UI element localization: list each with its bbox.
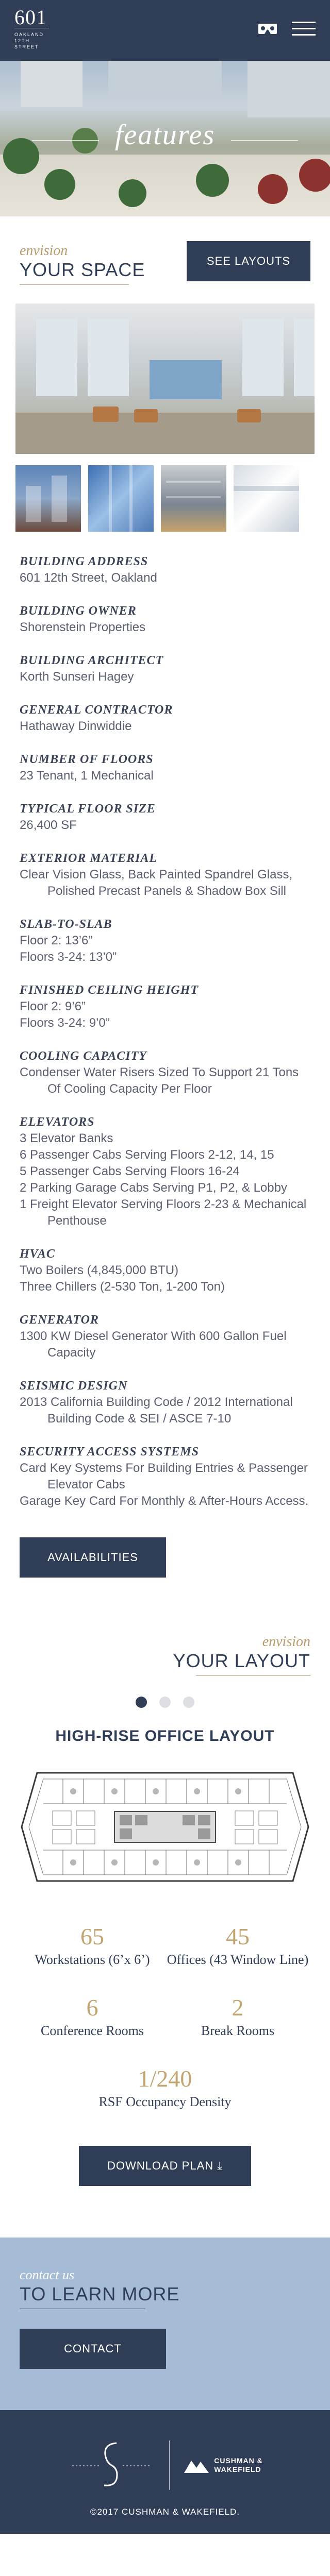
spec-label: GENERATOR: [20, 1313, 99, 1327]
spec-value: [20, 867, 310, 900]
thumb-detail: [52, 476, 67, 522]
hero-building: [108, 61, 222, 97]
gallery-thumbnail[interactable]: [15, 465, 81, 532]
spec-value-line: 2013 California Building Code / 2012 International Building Code & SEI / ASCE 7-10: [20, 1395, 293, 1426]
envision-space-section: [0, 216, 330, 532]
spec-label: SEISMIC DESIGN: [20, 1379, 128, 1393]
layout-stat: [165, 1994, 310, 2039]
spec-value: [20, 669, 310, 685]
spec-value: [20, 619, 310, 636]
cushman-wakefield-logo[interactable]: [184, 2455, 263, 2475]
spec-block: [20, 1247, 310, 1295]
spec-value-line: 601 12th Street, Oakland: [20, 571, 157, 585]
spec-block: [20, 752, 310, 784]
availabilities-button[interactable]: AVAILABILITIES: [20, 1537, 166, 1578]
spec-label: COOLING CAPACITY: [20, 1049, 147, 1063]
spec-value-line: Two Boilers (4,845,000 BTU): [20, 1263, 179, 1277]
stat-label: Offices (43 Window Line): [167, 1952, 309, 1967]
gallery-thumbnail[interactable]: [161, 465, 226, 532]
spec-block: [20, 703, 310, 735]
layout-stat: [165, 1923, 310, 1968]
hero-building: [248, 61, 330, 117]
heading-underline: [20, 284, 129, 285]
cw-wordmark: CUSHMAN & WAKEFIELD: [214, 2456, 263, 2473]
hero-tree: [196, 164, 229, 197]
spec-value: [20, 817, 310, 834]
header-icons: [258, 22, 316, 36]
floorplan-title: HIGH-RISE OFFICE LAYOUT: [55, 1727, 275, 1744]
shorenstein-logo-icon[interactable]: [67, 2439, 155, 2491]
layout-stat: [20, 1994, 165, 2039]
hero-building: [21, 61, 82, 107]
spec-block: [20, 851, 310, 900]
photo-window: [36, 319, 77, 396]
hero-tree: [44, 169, 75, 200]
spec-value-line: Floor 2: 13’6”: [20, 934, 93, 947]
spec-value-line: Three Chillers (2-530 Ton, 1-200 Ton): [20, 1280, 225, 1294]
stat-value: 2: [232, 1994, 244, 2021]
carousel-dot[interactable]: [159, 1697, 171, 1708]
thumb-detail: [234, 486, 299, 491]
spec-value-line: 23 Tenant, 1 Mechanical: [20, 769, 154, 783]
spec-block: [20, 1445, 310, 1510]
spec-value-line: Floors 3-24: 13’0”: [20, 950, 117, 964]
thumb-detail: [129, 465, 133, 532]
hero-tree: [258, 174, 288, 204]
spec-label: NUMBER OF FLOORS: [20, 753, 154, 766]
download-wrap: [0, 2146, 330, 2238]
spec-value-line: Floors 3-24: 9’0”: [20, 1016, 110, 1030]
footer-logos: [0, 2439, 330, 2491]
thumb-detail: [109, 465, 112, 532]
photo-window: [294, 319, 315, 396]
photo-window: [88, 319, 129, 396]
spec-value: [20, 1394, 310, 1427]
spec-value-line: Garage Key Card For Monthly & After-Hours Access.: [20, 1494, 309, 1508]
stat-label: RSF Occupancy Density: [98, 2094, 232, 2109]
site-header: [0, 0, 330, 61]
spec-value-line: Clear Vision Glass, Back Painted Spandrel Glass, Polished Precast Panels & Shadow Box Sill: [20, 868, 293, 898]
layout-stats: [0, 1923, 330, 2110]
stat-value: 45: [226, 1923, 250, 1950]
spec-value-line: 2 Parking Garage Cabs Serving P1, P2, & Lobby: [20, 1181, 287, 1195]
hero-title: features: [114, 119, 216, 151]
layout-section: [0, 1578, 330, 2238]
contact-eyebrow: contact us: [20, 2267, 75, 2282]
hamburger-menu-icon[interactable]: [292, 22, 316, 36]
carousel-dot[interactable]: [183, 1697, 194, 1708]
spec-value-line: 3 Elevator Banks: [20, 1131, 113, 1145]
spec-value: [20, 570, 310, 586]
spec-block: [20, 802, 310, 834]
spec-value: [20, 1262, 310, 1295]
gallery-thumbnail[interactable]: [234, 465, 299, 532]
photo-window: [242, 319, 284, 396]
copyright-text: ©2017 CUSHMAN & WAKEFIELD.: [90, 2507, 240, 2517]
main-gallery-photo[interactable]: [15, 303, 315, 454]
spec-block: [20, 983, 310, 1031]
spec-block: [20, 653, 310, 685]
spec-value-line: 1 Freight Elevator Serving Floors 2-23 & Mechanical Penthouse: [20, 1197, 307, 1228]
spec-value-line: 1300 KW Diesel Generator With 600 Gallon Fuel Capacity: [20, 1329, 287, 1360]
spec-label: GENERAL CONTRACTOR: [20, 703, 173, 717]
stat-value: 1/240: [138, 2065, 192, 2092]
spec-label: HVAC: [20, 1247, 55, 1261]
contact-section: [0, 2238, 330, 2410]
your-space-heading: YOUR SPACE: [20, 259, 145, 280]
hero-banner: [0, 61, 330, 216]
photo-floor: [15, 413, 315, 454]
spec-label: BUILDING ARCHITECT: [20, 654, 164, 667]
layout-eyebrow: envision: [262, 1634, 310, 1650]
spec-value-line: Hathaway Dinwiddie: [20, 719, 132, 733]
photo-chair: [93, 406, 119, 422]
photo-chair: [134, 409, 158, 422]
spec-value-line: 5 Passenger Cabs Serving Floors 16-24: [20, 1164, 240, 1178]
spec-value: [20, 1328, 310, 1361]
spec-label: TYPICAL FLOOR SIZE: [20, 802, 156, 816]
spec-value-line: Card Key Systems For Building Entries & Passenger Elevator Cabs: [20, 1461, 308, 1492]
download-plan-button[interactable]: DOWNLOAD PLAN ⤓: [79, 2146, 251, 2186]
spec-value: [20, 1130, 310, 1229]
spec-block: [20, 1115, 310, 1229]
spec-block: [20, 1049, 310, 1097]
stat-value: 6: [86, 1994, 98, 2021]
spec-label: SECURITY ACCESS SYSTEMS: [20, 1445, 200, 1459]
spec-value: [20, 1064, 310, 1097]
gallery-thumbnail[interactable]: [88, 465, 154, 532]
site-logo[interactable]: [14, 7, 51, 50]
layout-stat: [20, 2065, 310, 2110]
contact-button[interactable]: CONTACT: [20, 2329, 166, 2369]
spec-value: [20, 718, 310, 735]
photo-lobby-screen: [150, 360, 222, 399]
carousel-dot[interactable]: [136, 1697, 147, 1708]
layout-heading-underline: [196, 1675, 310, 1676]
footer-divider: [169, 2441, 170, 2490]
thumb-detail: [166, 496, 221, 498]
logo-number: 601: [14, 7, 49, 28]
spec-value: [20, 933, 310, 965]
envision-heading-group: [20, 243, 145, 281]
spec-block: [20, 1313, 310, 1361]
spec-block: [20, 604, 310, 636]
spec-label: BUILDING ADDRESS: [20, 555, 148, 568]
spec-label: FINISHED CEILING HEIGHT: [20, 984, 199, 997]
stat-label: Workstations (6’x 6’): [35, 1952, 150, 1967]
hero-tree: [299, 159, 330, 192]
spec-value-line: Korth Sunseri Hagey: [20, 670, 134, 684]
spec-value-line: Shorenstein Properties: [20, 620, 146, 634]
contact-heading: TO LEARN MORE: [20, 2283, 180, 2304]
spec-label: EXTERIOR MATERIAL: [20, 852, 158, 865]
spec-value-line: 26,400 SF: [20, 818, 77, 832]
layout-stat: [20, 1923, 165, 1968]
gallery-thumbnails: [15, 465, 315, 532]
spec-value: [20, 768, 310, 784]
stat-label: Conference Rooms: [40, 2023, 144, 2038]
thumb-detail: [26, 486, 41, 522]
carousel-dots: [0, 1697, 330, 1708]
envision-eyebrow: envision: [20, 243, 68, 259]
stat-label: Break Rooms: [201, 2023, 275, 2038]
cushman-wakefield-icon: [184, 2455, 209, 2475]
vr-headset-icon[interactable]: [258, 23, 277, 35]
spec-block: [20, 1379, 310, 1427]
spec-value-line: 6 Passenger Cabs Serving Floors 2-12, 14, 15: [20, 1148, 274, 1162]
photo-chair: [237, 409, 261, 422]
floor-plan-diagram[interactable]: [16, 1757, 314, 1896]
availabilities-wrap: [0, 1527, 330, 1578]
spec-value: [20, 1460, 310, 1510]
spec-value-line: Condenser Water Risers Sized To Support 21 Tons Of Cooling Capacity Per Floor: [20, 1065, 299, 1096]
spec-block: [20, 554, 310, 586]
spec-label: SLAB-TO-SLAB: [20, 918, 112, 931]
your-layout-heading: YOUR LAYOUT: [173, 1650, 310, 1671]
building-specs: [0, 532, 330, 1510]
spec-label: BUILDING OWNER: [20, 604, 137, 618]
hero-tree: [119, 179, 146, 207]
spec-label: ELEVATORS: [20, 1115, 95, 1129]
see-layouts-button[interactable]: SEE LAYOUTS: [187, 241, 310, 281]
spec-block: [20, 917, 310, 965]
spec-value-line: Floor 2: 9’6”: [20, 999, 86, 1013]
thumb-detail: [166, 481, 221, 483]
spec-value: [20, 998, 310, 1031]
logo-subtitle: OAKLAND 12TH STREET: [14, 32, 44, 49]
site-footer: [0, 2410, 330, 2534]
stat-value: 65: [80, 1923, 104, 1950]
